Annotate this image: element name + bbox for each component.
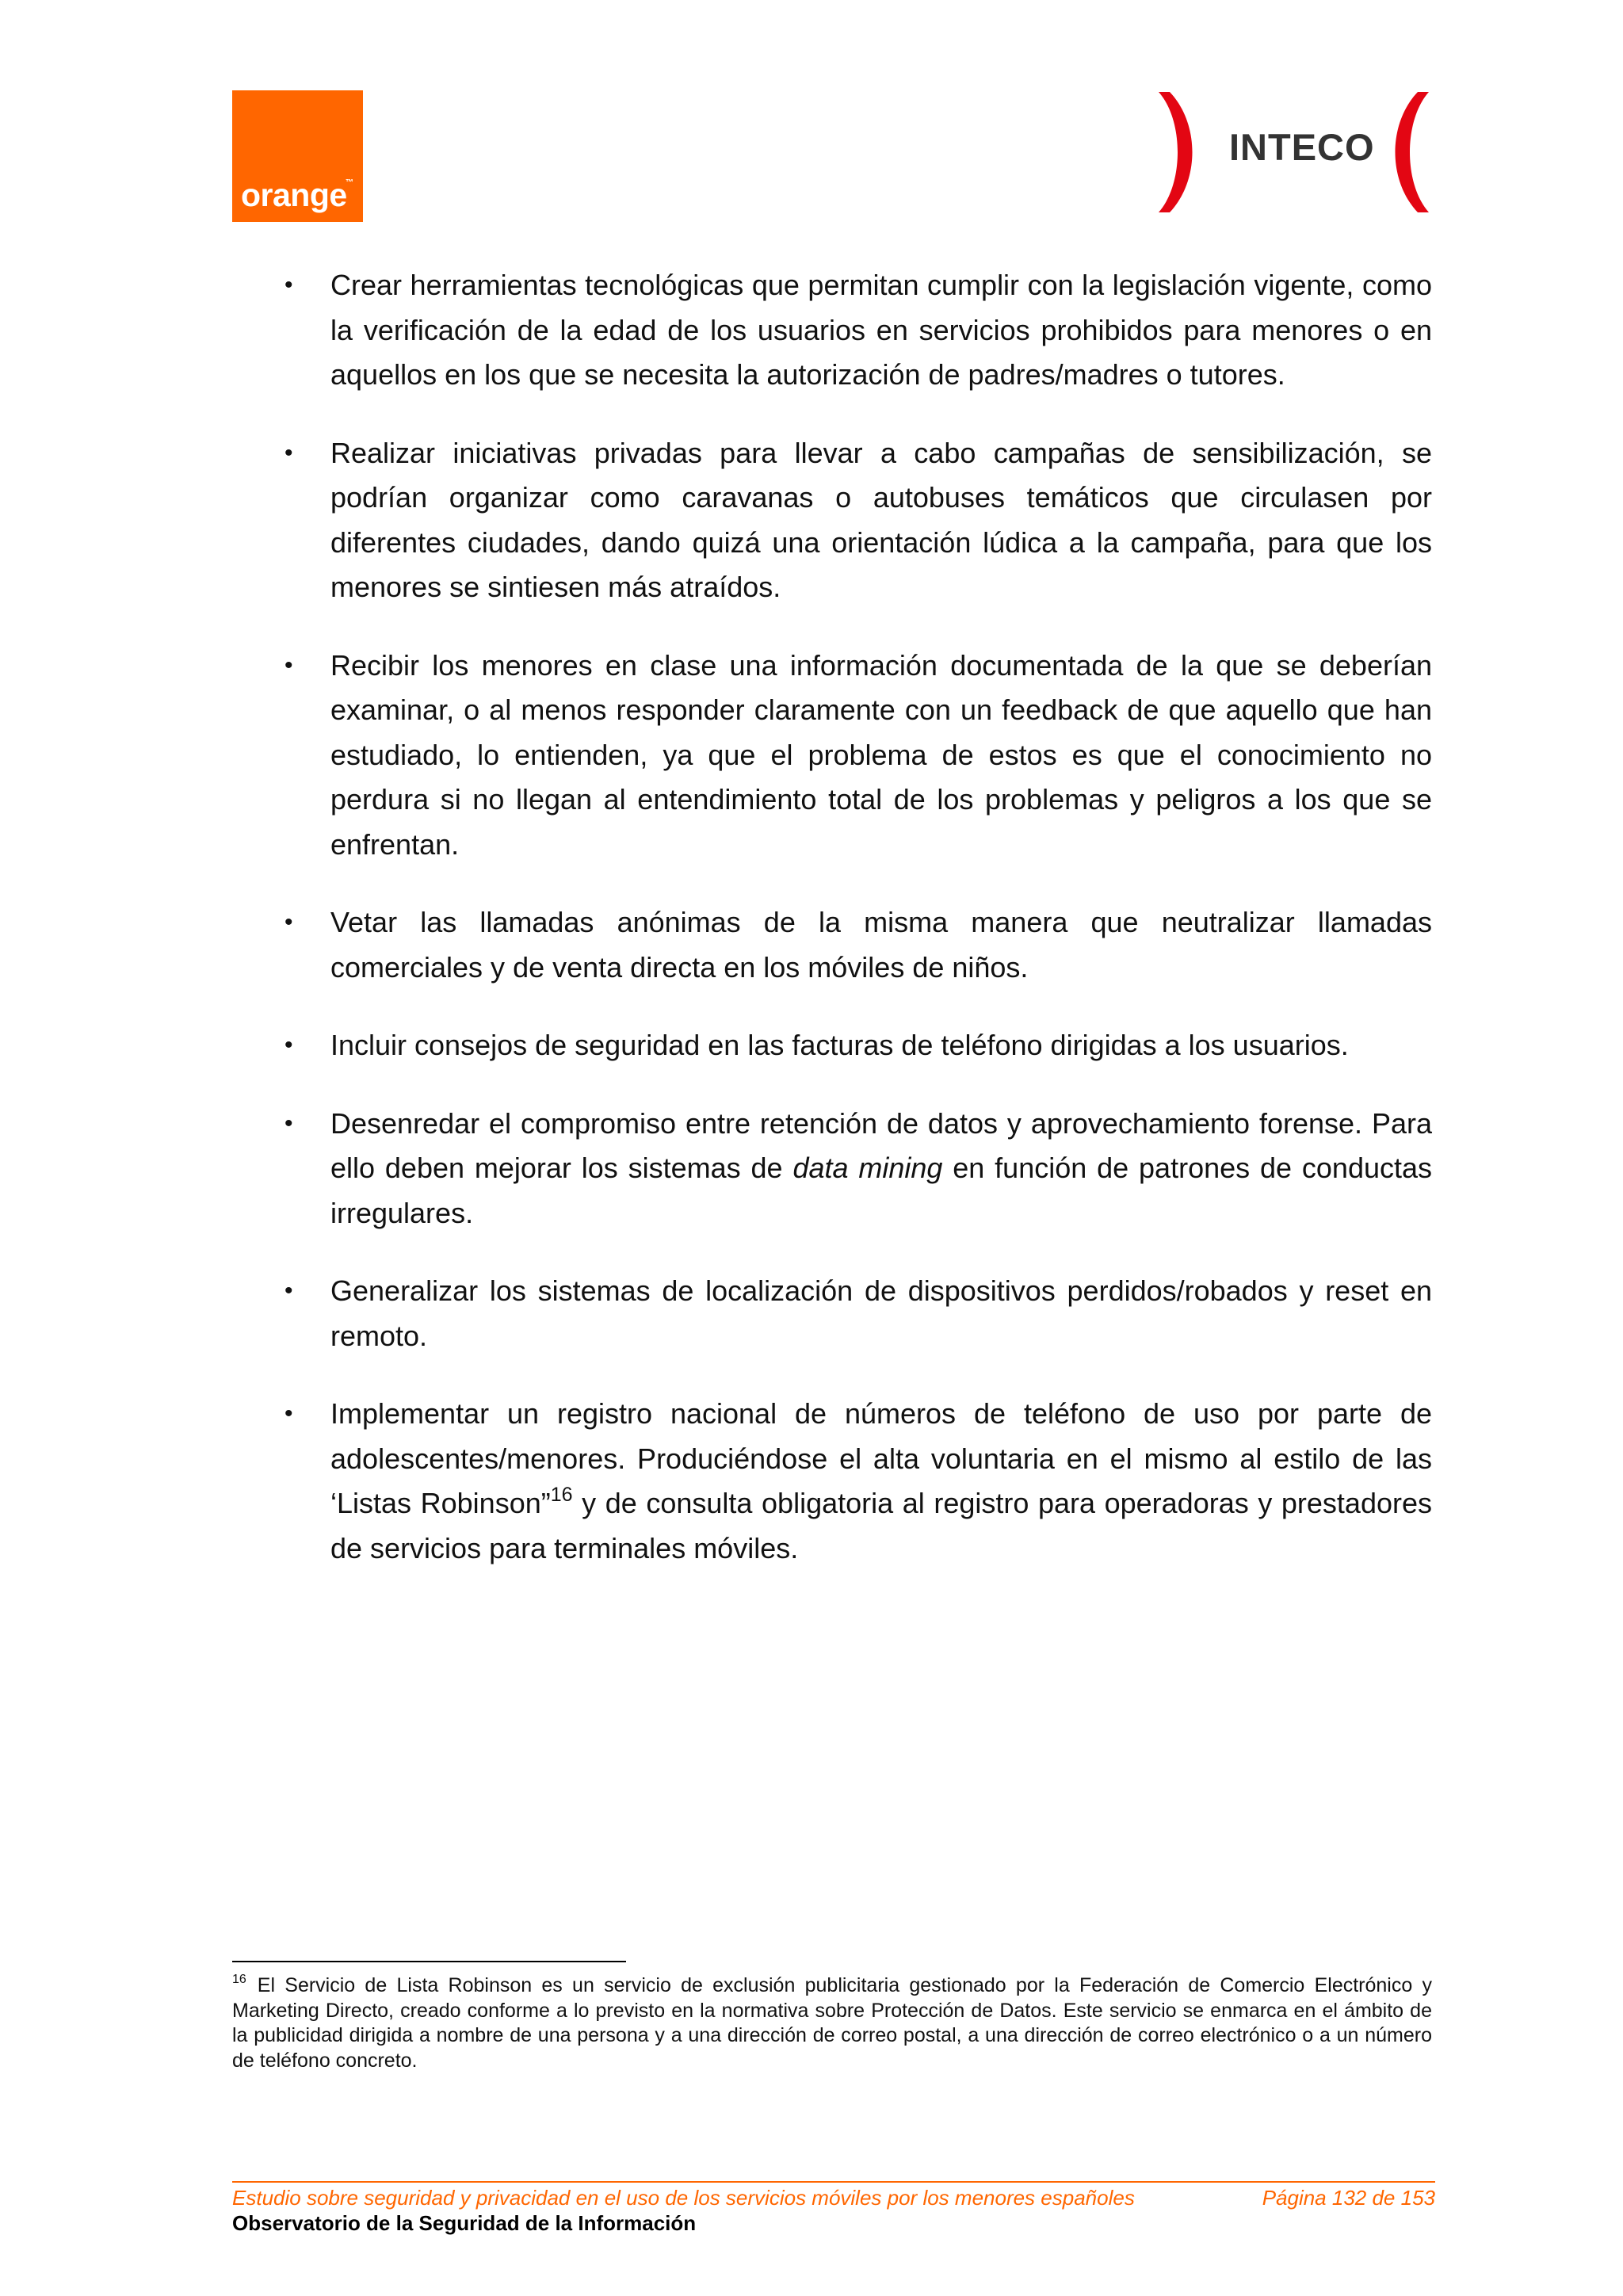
footer-page-number: Página 132 de 153 [1262,2186,1435,2210]
list-item-text: Vetar las llamadas anónimas de la misma manera que neutralizar llamadas comerciales y de venta directa en los móviles de niños. [330,906,1432,984]
list-item [232,431,1432,610]
list-item [232,1102,1432,1236]
list-item-text: Incluir consejos de seguridad en las facturas de teléfono dirigidas a los usuarios. [330,1029,1349,1061]
bullet-icon: • [285,909,293,935]
bullet-icon: • [285,1400,293,1427]
list-item [232,1392,1432,1571]
footnote-divider [232,1961,626,1962]
list-item-italic-term: data mining [792,1152,943,1184]
list-item-text: Crear herramientas tecnológicas que permitan cumplir con la legislación vigente, como la verificación de la edad de los usuarios en servicios prohibidos para menores o en aquellos en los que se necesita la autorización de padres/madres o tutores. [330,269,1432,391]
list-item [232,1023,1432,1068]
footnote-number: 16 [232,1973,246,1986]
footnote-text: El Servicio de Lista Robinson es un servicio de exclusión publicitaria gestionado por la Federación de Comercio Electrónico y Marketing Directo, creado conforme a lo previsto en la normativa sobre Protección de Datos. Este servicio se enmarca en el ámbito de la publicidad dirigida a nombre de una persona y a una dirección de correo postal, a una dirección de correo electrónico o a un número de teléfono concreto. [232,1974,1432,2072]
footer-organization: Observatorio de la Seguridad de la Información [232,2211,697,2235]
bullet-icon: • [285,1110,293,1137]
list-item-text: Generalizar los sistemas de localización de dispositivos perdidos/robados y reset en remoto. [330,1274,1432,1352]
inteco-logo-text: INTECO [1229,126,1375,168]
list-item-text-after: y de consulta obligatoria al registro para operadoras y prestadores de servicios para terminales móviles. [330,1487,1433,1564]
bullet-icon: • [285,1278,293,1304]
footer-divider [232,2181,1435,2183]
list-item-text-before: Implementar un registro nacional de números de teléfono de uso por parte de adolescentes/menores. Produciéndose el alta voluntaria en el mismo al estilo de las ‘Listas Robinson” [330,1397,1432,1519]
footnote-reference[interactable]: 16 [550,1484,573,1506]
list-item-text: Realizar iniciativas privadas para llevar a cabo campañas de sensibilización, se podrían organizar como caravanas o autobuses temáticos que circulasen por diferentes ciudades, dando quizá una orientación lúdica a la campaña, para que los menores se sintiesen más atraídos. [330,436,1432,603]
bullet-icon: • [285,439,293,466]
orange-logo-tm: ™ [346,178,353,187]
list-item [232,900,1432,990]
orange-logo-text: orange [241,177,347,213]
orange-logo [232,90,363,222]
list-item [232,1269,1432,1358]
recommendation-list [232,263,1432,1604]
list-item-text: Recibir los menores en clase una información documentada de la que se deberían examinar, o al menos responder claramente con un feedback de que aquello que han estudiado, lo entienden, ya que el problema de estos es que el conocimiento no perdura si no llegan al entendimiento total de los problemas y peligros a los que se enfrentan. [330,648,1432,861]
list-item [232,644,1432,868]
list-item [232,263,1432,398]
footer-study-title: Estudio sobre seguridad y privacidad en el uso de los servicios móviles por los menores españoles [232,2186,1135,2210]
list-item-text-before: Desenredar el compromiso entre retención de datos y aprovechamiento forense. Para ello deben mejorar los sistemas de [330,1106,1432,1184]
bullet-icon: • [285,651,293,678]
inteco-logo [1149,89,1438,216]
footnote [232,1973,1432,2073]
bullet-icon: • [285,1032,293,1058]
bullet-icon: • [285,272,293,298]
list-item-text-after: en función de patrones de conductas irregulares. [330,1152,1433,1229]
